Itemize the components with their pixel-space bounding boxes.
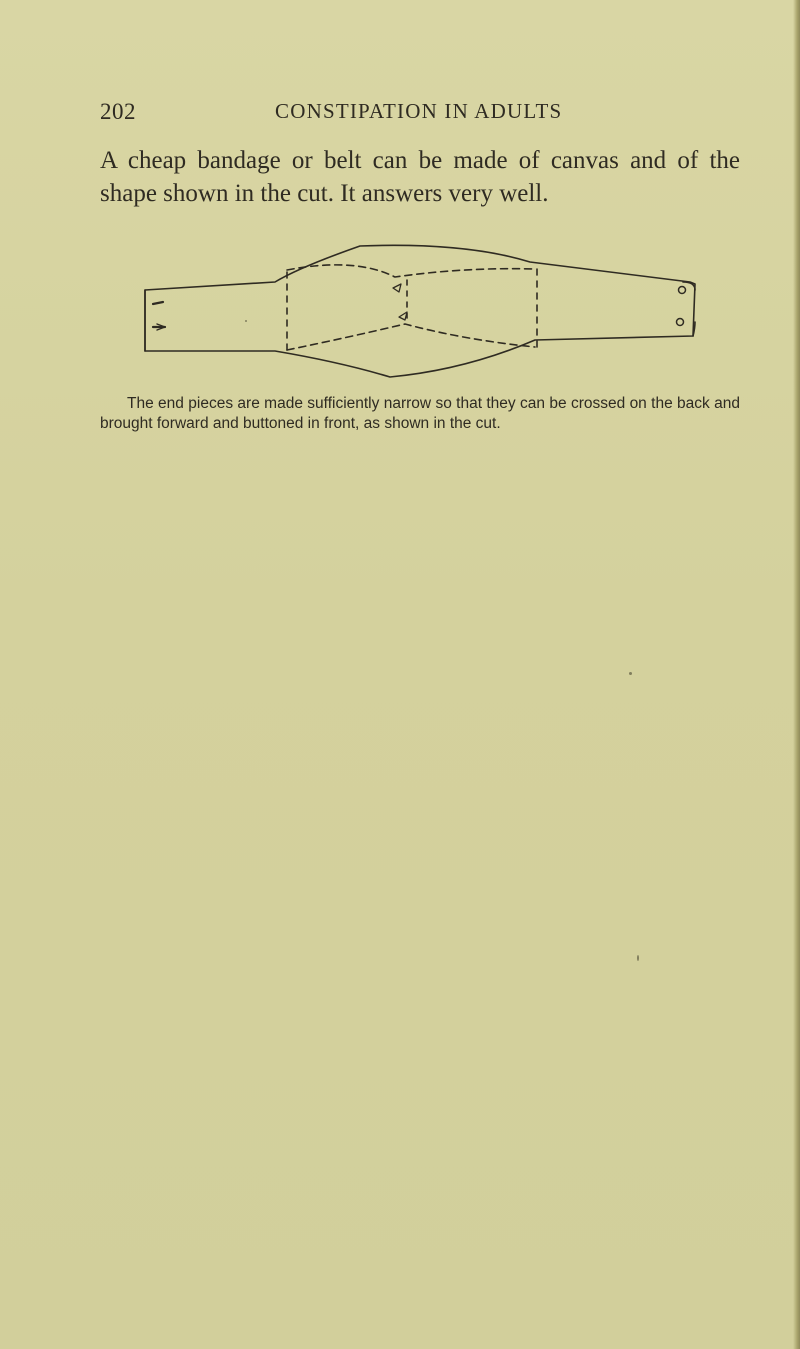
belt-outline	[145, 245, 695, 377]
center-mark-upper	[393, 284, 401, 292]
left-mark-upper	[153, 302, 163, 304]
page-number: 202	[100, 99, 136, 124]
body-paragraph: A cheap bandage or belt can be made of canvas and of the shape shown in the cut. It answers very well.	[100, 147, 740, 207]
running-head	[100, 99, 740, 127]
figure-caption: The end pieces are made sufficiently narrow so that they can be crossed on the back and brought forward and buttoned in front, as shown in the cut.	[100, 395, 740, 432]
fold-line-bottom	[287, 324, 535, 350]
button-hole-upper	[679, 287, 686, 294]
paper-speck	[245, 320, 247, 322]
center-mark-lower	[399, 312, 407, 320]
paper-speck	[629, 672, 632, 675]
fold-line-top	[287, 265, 535, 277]
paper-speck	[637, 955, 639, 961]
button-hole-lower	[677, 319, 684, 326]
running-title: CONSTIPATION IN ADULTS	[275, 99, 563, 123]
page-edge-shadow	[793, 0, 800, 1349]
belt-pattern-illustration	[135, 232, 715, 382]
